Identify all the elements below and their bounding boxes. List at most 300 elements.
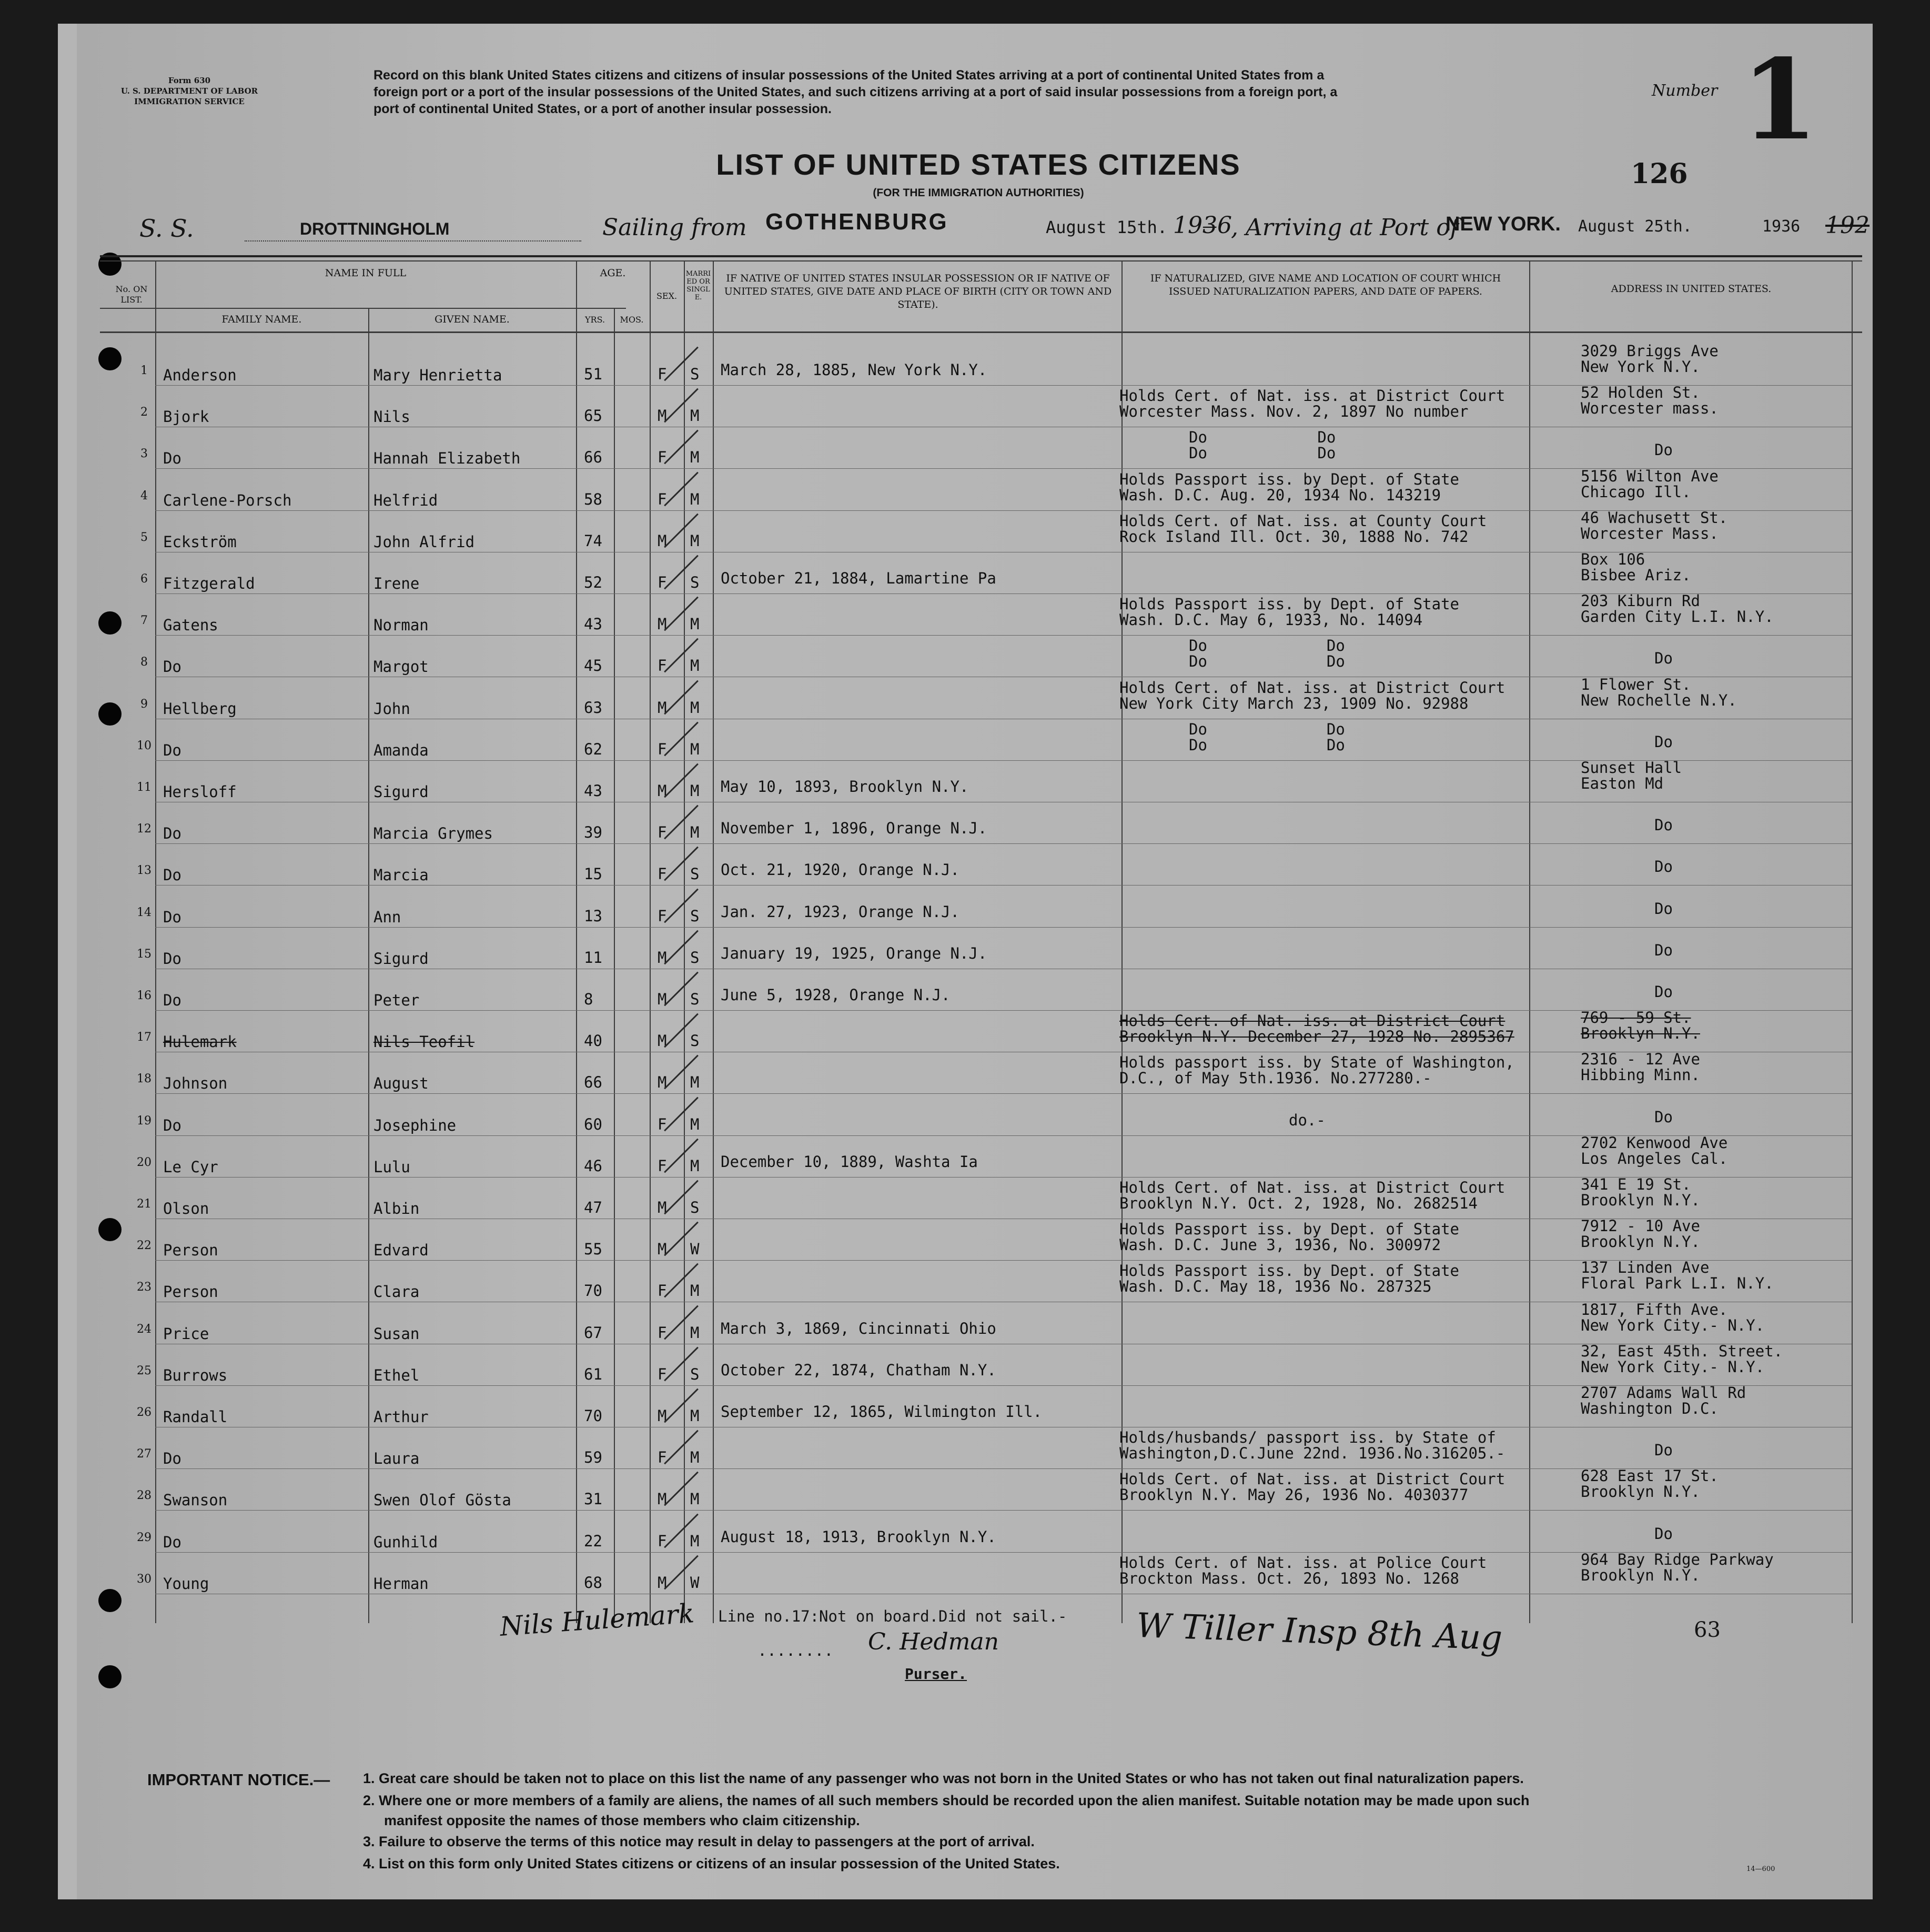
address-line: Hibbing Minn. <box>1581 1066 1700 1084</box>
address-line: Worcester Mass. <box>1581 525 1719 542</box>
given-name: Marcia Grymes <box>373 824 493 842</box>
notice-2: 2. Where one or more members of a family are aliens, the names of all such members should be recorded upon the alien manifest. Suitable notation may be made upon such <box>363 1793 1530 1808</box>
row-number: 4 <box>140 489 148 502</box>
header-address: ADDRESS IN UNITED STATES. <box>1611 283 1772 295</box>
naturalization-line: Brockton Mass. Oct. 26, 1893 No. 1268 <box>1119 1569 1460 1587</box>
header-age: AGE. <box>600 267 626 279</box>
age-years: 68 <box>584 1574 602 1592</box>
naturalization-line: Holds Passport iss. by Dept. of State <box>1119 470 1460 488</box>
address-line: Brooklyn N.Y. <box>1581 1233 1700 1251</box>
to-port: NEW YORK. <box>1446 213 1561 235</box>
family-name: Olson <box>163 1200 209 1217</box>
sex: M <box>658 699 667 717</box>
row-number: 28 <box>137 1489 151 1502</box>
sex: F <box>658 448 667 466</box>
naturalization-line: Do Do <box>1189 720 1345 738</box>
col-rule <box>576 260 577 1623</box>
row-number: 12 <box>137 822 151 836</box>
sex: M <box>658 949 667 967</box>
naturalization-line: Holds Cert. of Nat. iss. at Police Court <box>1119 1554 1487 1572</box>
address-line: Brooklyn N.Y. <box>1581 1191 1700 1209</box>
marital-status: M <box>690 782 700 800</box>
sail-year: 193̶6 <box>1173 212 1232 239</box>
family-name: Hellberg <box>163 700 237 718</box>
given-name: Herman <box>373 1575 429 1593</box>
address-line: 5156 Wilton Ave <box>1581 467 1719 485</box>
marital-status: M <box>690 1532 700 1550</box>
sex: F <box>658 1365 667 1383</box>
marital-status: M <box>690 823 700 841</box>
naturalization-line: Wash. D.C. June 3, 1936, No. 300972 <box>1119 1236 1441 1254</box>
header-married: MARRIED OR SINGLE. <box>685 270 711 301</box>
page-title: LIST OF UNITED STATES CITIZENS <box>716 148 1241 181</box>
address-line: Brooklyn N.Y. <box>1581 1566 1700 1584</box>
row-number: 8 <box>140 656 148 669</box>
family-name: Do <box>163 1116 181 1134</box>
preamble-line: Record on this blank United States citizens and citizens of insular possessions of the United States arriving at a port of continental United States from a <box>373 68 1325 83</box>
printed-year-stub: 192 <box>1825 212 1870 239</box>
sex: F <box>658 740 667 758</box>
marital-status: S <box>690 365 700 383</box>
table-top-rule <box>100 255 1862 257</box>
marital-status: S <box>690 907 700 925</box>
header-birth: IF NATIVE OF UNITED STATES INSULAR POSSESSION OR IF NATIVE OF UNITED STATES, GIVE DATE AND PLACE OF BIRTH (CITY OR TOWN AND STATE). <box>724 273 1112 310</box>
age-years: 59 <box>584 1448 602 1466</box>
age-years: 15 <box>584 865 602 883</box>
col-rule <box>650 260 651 1623</box>
given-name: Josephine <box>373 1116 457 1134</box>
address-line: Do <box>1654 1525 1673 1543</box>
address-line: Easton Md <box>1581 774 1664 792</box>
address-line: Do <box>1654 1441 1673 1459</box>
marital-status: S <box>690 1365 700 1383</box>
naturalization-line: Wash. D.C. May 6, 1933, No. 14094 <box>1119 611 1423 629</box>
family-name: Person <box>163 1283 218 1301</box>
given-name: Laura <box>373 1450 420 1467</box>
sex: M <box>658 1490 667 1508</box>
address-line: Do <box>1654 858 1673 876</box>
address-line: 3029 Briggs Ave <box>1581 342 1719 360</box>
address-line: 2316 - 12 Ave <box>1581 1050 1700 1068</box>
sex: F <box>658 1324 667 1342</box>
sex: M <box>658 615 667 633</box>
address-line: Do <box>1654 900 1673 918</box>
naturalization-line: D.C., of May 5th.1936. No.277280.- <box>1119 1069 1432 1087</box>
address-line: Bisbee Ariz. <box>1581 566 1691 584</box>
address-line: 7912 - 10 Ave <box>1581 1217 1700 1235</box>
family-name: Hersloff <box>163 783 237 801</box>
birth-date-place: October 22, 1874, Chatham N.Y. <box>721 1361 996 1379</box>
naturalization-line: Holds passport iss. by State of Washington, <box>1119 1053 1514 1071</box>
marital-status: M <box>690 448 700 466</box>
age-years: 61 <box>584 1365 602 1383</box>
age-years: 66 <box>584 448 602 466</box>
binder-hole <box>98 347 122 370</box>
age-years: 70 <box>584 1407 602 1425</box>
naturalization-line: Washington,D.C.June 22nd. 1936.No.316205.- <box>1119 1444 1505 1462</box>
birth-date-place: October 21, 1884, Lamartine Pa <box>721 569 996 587</box>
row-number: 14 <box>137 906 151 919</box>
naturalization-line: New York City March 23, 1909 No. 92988 <box>1119 695 1469 712</box>
row-number: 3 <box>140 447 148 460</box>
row-number: 18 <box>137 1072 151 1085</box>
header-name-in-full: NAME IN FULL <box>325 267 407 279</box>
sex: F <box>658 865 667 883</box>
binder-hole <box>98 611 122 635</box>
address-line: New Rochelle N.Y. <box>1581 691 1737 709</box>
name-header-divider <box>100 308 626 309</box>
naturalization-line: Brooklyn N.Y. May 26, 1936 No. 4030377 <box>1119 1486 1469 1504</box>
given-name: Peter <box>373 991 420 1009</box>
row-number: 1 <box>140 364 148 377</box>
form-id: Form 630 <box>168 76 211 85</box>
family-name: Do <box>163 908 181 926</box>
footnote: Line no.17:Not on board.Did not sail.- <box>718 1607 1067 1625</box>
address-line: 964 Bay Ridge Parkway <box>1581 1551 1774 1568</box>
sex: M <box>658 1032 667 1050</box>
sex: F <box>658 573 667 591</box>
naturalization-line: Do Do <box>1189 428 1336 446</box>
given-name: August <box>373 1074 429 1092</box>
sailing-label: Sailing from <box>602 214 747 241</box>
family-name: Do <box>163 950 181 968</box>
department-name: U. S. DEPARTMENT OF LABOR <box>120 86 258 96</box>
naturalization-line: Holds Passport iss. by Dept. of State <box>1119 1262 1460 1280</box>
given-name: John <box>373 700 410 718</box>
sex: M <box>658 1240 667 1258</box>
col-rule <box>1121 260 1123 1623</box>
address-line: Brooklyn N.Y. <box>1581 1483 1700 1501</box>
col-rule <box>1529 260 1530 1623</box>
notice-4: 4. List on this form only United States citizens or citizens of an insular possession of the United States. <box>363 1856 1060 1871</box>
age-years: 47 <box>584 1199 602 1216</box>
naturalization-line: Holds Cert. of Nat. iss. at District Court <box>1119 387 1505 405</box>
naturalization-line: Worcester Mass. Nov. 2, 1897 No number <box>1119 402 1469 420</box>
family-name: Anderson <box>163 366 237 384</box>
address-line: New York City.- N.Y. <box>1581 1358 1765 1376</box>
address-line: 32, East 45th. Street. <box>1581 1342 1783 1360</box>
binder-hole <box>98 1218 122 1241</box>
family-name: Fitzgerald <box>163 575 255 592</box>
number-value: 1 <box>1741 35 1818 165</box>
row-number: 10 <box>137 739 151 752</box>
marital-status: S <box>690 949 700 967</box>
marital-status: W <box>690 1574 700 1592</box>
naturalization-line: Do Do <box>1189 652 1345 670</box>
birth-date-place: March 3, 1869, Cincinnati Ohio <box>721 1320 996 1337</box>
given-name: Nils Teofil <box>373 1033 475 1051</box>
marital-status: M <box>690 1324 700 1342</box>
birth-date-place: June 5, 1928, Orange N.J. <box>721 986 951 1004</box>
inspector-signature: W Tiller Insp 8th Aug <box>1135 1606 1503 1658</box>
address-line: Los Angeles Cal. <box>1581 1150 1728 1168</box>
manifest-sheet <box>58 24 1873 1899</box>
birth-date-place: Oct. 21, 1920, Orange N.J. <box>721 861 959 879</box>
row-number: 11 <box>137 781 151 794</box>
naturalization-line: Wash. D.C. May 18, 1936 No. 287325 <box>1119 1277 1432 1295</box>
naturalization-line: Wash. D.C. Aug. 20, 1934 No. 143219 <box>1119 486 1441 504</box>
header-sex: SEX. <box>656 291 678 301</box>
binder-hole <box>98 702 122 726</box>
age-years: 51 <box>584 365 602 383</box>
given-name: Norman <box>373 616 429 634</box>
given-name: Amanda <box>373 741 429 759</box>
page-number: 126 <box>1631 158 1688 190</box>
row-rule <box>155 885 1852 886</box>
row-rule <box>155 635 1852 636</box>
naturalization-line: Brooklyn N.Y. December 27, 1928 No. 2895367 <box>1119 1028 1514 1045</box>
age-years: 65 <box>584 407 602 425</box>
handwritten-name: Nils Hulemark <box>499 1598 695 1642</box>
row-number: 25 <box>137 1364 151 1377</box>
marital-status: S <box>690 573 700 591</box>
marital-status: S <box>690 990 700 1008</box>
naturalization-line: Holds Cert. of Nat. iss. at District Court <box>1119 1012 1505 1030</box>
given-name: Susan <box>373 1325 420 1343</box>
naturalization-line: Holds Passport iss. by Dept. of State <box>1119 595 1460 613</box>
marital-status: M <box>690 532 700 550</box>
naturalization-line: do.- <box>1289 1111 1326 1129</box>
given-name: Arthur <box>373 1408 429 1426</box>
table-top-rule-2 <box>100 260 1862 261</box>
arrive-date: August 25th. <box>1578 217 1692 236</box>
family-name: Eckström <box>163 533 237 551</box>
marital-status: M <box>690 615 700 633</box>
family-name: Person <box>163 1241 218 1259</box>
row-number: 19 <box>137 1114 151 1128</box>
family-name: Price <box>163 1325 209 1343</box>
address-line: 769 - 59 St. <box>1581 1009 1691 1027</box>
address-line: 2702 Kenwood Ave <box>1581 1134 1728 1152</box>
row-number: 6 <box>140 572 148 586</box>
family-name: Young <box>163 1575 209 1593</box>
arrive-year: 1936 <box>1762 217 1801 236</box>
age-years: 55 <box>584 1240 602 1258</box>
address-line: Chicago Ill. <box>1581 483 1691 501</box>
address-line: Do <box>1654 441 1673 459</box>
sex: M <box>658 1407 667 1425</box>
age-years: 46 <box>584 1157 602 1175</box>
binder-hole <box>98 1589 122 1612</box>
row-number: 23 <box>137 1281 151 1294</box>
given-name: Edvard <box>373 1241 429 1259</box>
row-number: 2 <box>140 406 148 419</box>
age-years: 60 <box>584 1115 602 1133</box>
family-name: Burrows <box>163 1366 228 1384</box>
marital-status: M <box>690 1448 700 1466</box>
header-naturalized: IF NATURALIZED, GIVE NAME AND LOCATION OF COURT WHICH ISSUED NATURALIZATION PAPERS, AND DATE OF PAPERS. <box>1150 273 1501 297</box>
sex: F <box>658 1448 667 1466</box>
marital-status: M <box>690 490 700 508</box>
naturalization-line: Holds/husbands/ passport iss. by State of <box>1119 1428 1496 1446</box>
row-rule <box>155 1093 1852 1094</box>
family-name: Do <box>163 658 181 676</box>
ship-name: DROTTNINGHOLM <box>300 219 450 238</box>
age-years: 43 <box>584 782 602 800</box>
address-line: 46 Wachusett St. <box>1581 509 1728 527</box>
naturalization-line: Holds Cert. of Nat. iss. at District Court <box>1119 1179 1505 1196</box>
sex: F <box>658 823 667 841</box>
purser-signature: C. Hedman <box>868 1628 999 1655</box>
sex: M <box>658 1574 667 1592</box>
row-number: 5 <box>140 531 148 544</box>
family-name: Hulemark <box>163 1033 237 1051</box>
sex: M <box>658 407 667 425</box>
family-name: Bjork <box>163 408 209 426</box>
row-number: 30 <box>137 1573 151 1586</box>
age-years: 45 <box>584 657 602 675</box>
purser-label: Purser. <box>905 1665 967 1683</box>
address-line: 1817, Fifth Ave. <box>1581 1301 1728 1319</box>
given-name: Helfrid <box>373 491 438 509</box>
header-given-name: GIVEN NAME. <box>434 314 510 325</box>
row-rule <box>155 927 1852 928</box>
family-name: Johnson <box>163 1074 228 1092</box>
given-name: Lulu <box>373 1158 410 1176</box>
naturalization-line: Rock Island Ill. Oct. 30, 1888 No. 742 <box>1119 528 1469 546</box>
family-name: Gatens <box>163 616 218 634</box>
birth-date-place: May 10, 1893, Brooklyn N.Y. <box>721 778 969 796</box>
binder-hole <box>98 1665 122 1688</box>
address-line: 2707 Adams Wall Rd <box>1581 1384 1746 1402</box>
ship-name-line <box>245 240 581 242</box>
sex: F <box>658 1115 667 1133</box>
purser-dots: ........ <box>757 1642 834 1660</box>
age-years: 52 <box>584 573 602 591</box>
address-line: Do <box>1654 733 1673 751</box>
given-name: Swen Olof Gösta <box>373 1491 511 1509</box>
address-line: 1 Flower St. <box>1581 676 1691 693</box>
marital-status: M <box>690 1157 700 1175</box>
address-line: Do <box>1654 1108 1673 1126</box>
birth-date-place: November 1, 1896, Orange N.J. <box>721 819 987 837</box>
sex: F <box>658 1282 667 1300</box>
marital-status: S <box>690 1032 700 1050</box>
address-line: 628 East 17 St. <box>1581 1467 1719 1485</box>
given-name: Marcia <box>373 866 429 884</box>
birth-date-place: March 28, 1885, New York N.Y. <box>721 361 987 379</box>
address-line: Floral Park L.I. N.Y. <box>1581 1274 1774 1292</box>
sex: M <box>658 782 667 800</box>
family-name: Carlene-Porsch <box>163 491 292 509</box>
given-name: Nils <box>373 408 410 426</box>
row-number: 17 <box>137 1031 151 1044</box>
arriving-label: , Arriving at Port of <box>1231 214 1459 241</box>
notice-2-continued: manifest opposite the names of those members who claim citizenship. <box>384 1813 860 1828</box>
birth-date-place: December 10, 1889, Washta Ia <box>721 1153 978 1171</box>
from-port: GOTHENBURG <box>765 209 948 235</box>
marital-status: M <box>690 1282 700 1300</box>
naturalization-line: Holds Passport iss. by Dept. of State <box>1119 1220 1460 1238</box>
marital-status: M <box>690 1490 700 1508</box>
given-name: Sigurd <box>373 783 429 801</box>
given-name: Gunhild <box>373 1533 438 1551</box>
marital-status: M <box>690 699 700 717</box>
marital-status: M <box>690 1073 700 1091</box>
age-years: 39 <box>584 823 602 841</box>
age-years: 40 <box>584 1032 602 1050</box>
header-bottom-rule <box>100 331 1862 333</box>
family-name: Do <box>163 741 181 759</box>
corner-code: 14—600 <box>1746 1865 1775 1873</box>
given-name: Margot <box>373 658 429 676</box>
header-family-name: FAMILY NAME. <box>221 314 302 325</box>
notice-1: 1. Great care should be taken not to place on this list the name of any passenger who was not born in the United States or who has not taken out final naturalization papers. <box>363 1770 1524 1786</box>
notice-3: 3. Failure to observe the terms of this notice may result in delay to passengers at the port of arrival. <box>363 1834 1035 1849</box>
sex: F <box>658 907 667 925</box>
age-years: 58 <box>584 490 602 508</box>
marital-status: M <box>690 657 700 675</box>
address-line: 137 Linden Ave <box>1581 1259 1710 1276</box>
given-name: Clara <box>373 1283 420 1301</box>
header-yrs: YRS. <box>584 315 605 325</box>
naturalization-line: Holds Cert. of Nat. iss. at District Court <box>1119 1470 1505 1488</box>
preamble-line: foreign port or a port of the insular possessions of the United States, and such citizens arriving at a port of said insular possessions from a foreign port, a <box>373 85 1338 99</box>
col-rule <box>614 308 615 1623</box>
row-number: 20 <box>137 1156 151 1169</box>
address-line: 203 Kiburn Rd <box>1581 592 1700 610</box>
row-number: 7 <box>140 614 148 627</box>
sex: F <box>658 365 667 383</box>
family-name: Do <box>163 1450 181 1467</box>
header-mos: MOS. <box>620 315 644 325</box>
naturalization-line: Holds Cert. of Nat. iss. at District Court <box>1119 679 1505 697</box>
row-number: 13 <box>137 864 151 877</box>
address-line: Sunset Hall <box>1581 759 1682 777</box>
given-name: Irene <box>373 575 420 592</box>
marital-status: M <box>690 407 700 425</box>
address-line: Do <box>1654 649 1673 667</box>
col-rule <box>1852 260 1853 1623</box>
age-years: 66 <box>584 1073 602 1091</box>
family-name: Do <box>163 991 181 1009</box>
address-line: Do <box>1654 983 1673 1001</box>
sex: M <box>658 1199 667 1216</box>
family-name: Do <box>163 1533 181 1551</box>
family-name: Do <box>163 824 181 842</box>
age-years: 67 <box>584 1324 602 1342</box>
age-years: 22 <box>584 1532 602 1550</box>
given-name: Albin <box>373 1200 420 1217</box>
address-line: Do <box>1654 941 1673 959</box>
family-name: Swanson <box>163 1491 228 1509</box>
naturalization-line: Do Do <box>1189 736 1345 754</box>
header-no: No. ON LIST. <box>115 284 148 305</box>
address-line: Brooklyn N.Y. <box>1581 1024 1700 1042</box>
naturalization-line: Do Do <box>1189 444 1336 462</box>
ss-label: S. S. <box>139 214 194 243</box>
sail-date: August 15th. <box>1046 217 1168 237</box>
col-rule <box>368 308 369 1623</box>
number-label: Number <box>1652 82 1718 100</box>
birth-date-place: Jan. 27, 1923, Orange N.J. <box>721 903 959 921</box>
naturalization-line: Do Do <box>1189 637 1345 655</box>
family-name: Do <box>163 866 181 884</box>
sex: F <box>658 1157 667 1175</box>
age-years: 63 <box>584 699 602 717</box>
page-subtitle: (FOR THE IMMIGRATION AUTHORITIES) <box>873 187 1084 199</box>
age-years: 62 <box>584 740 602 758</box>
age-years: 74 <box>584 532 602 550</box>
given-name: Ethel <box>373 1366 420 1384</box>
address-line: New York City.- N.Y. <box>1581 1316 1765 1334</box>
sex: F <box>658 1532 667 1550</box>
given-name: John Alfrid <box>373 533 475 551</box>
sex: M <box>658 990 667 1008</box>
address-line: New York N.Y. <box>1581 358 1700 376</box>
naturalization-line: Brooklyn N.Y. Oct. 2, 1928, No. 2682514 <box>1119 1194 1478 1212</box>
address-line: Worcester mass. <box>1581 399 1719 417</box>
